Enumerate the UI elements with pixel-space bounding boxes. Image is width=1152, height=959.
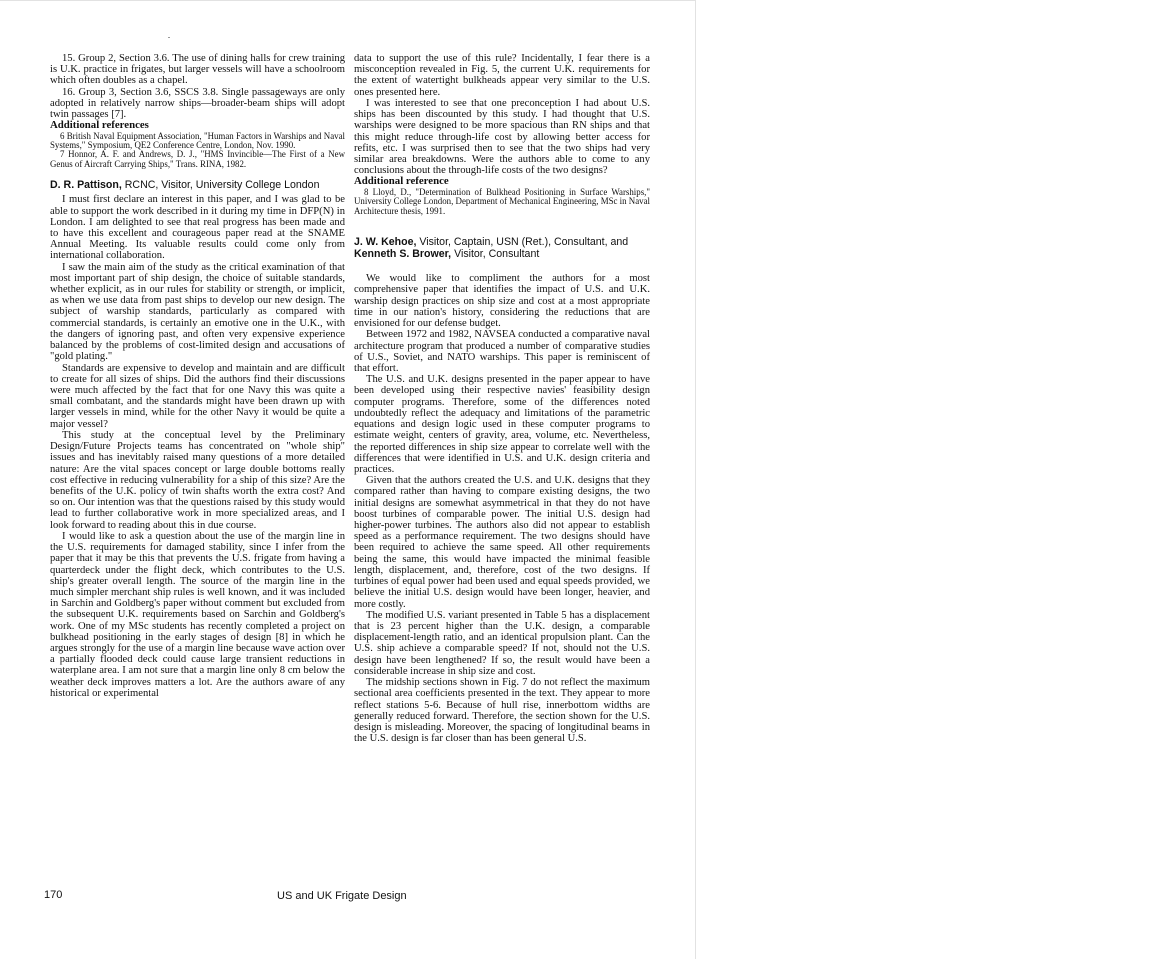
scan-mark (168, 37, 170, 38)
spacer (354, 263, 650, 273)
discusser-name: J. W. Kehoe, (354, 235, 417, 248)
paragraph: Given that the authors created the U.S. and U.K. designs that they compared rather than having to compare existing designs, the two initial designs are somewhat asymmetrical in that they do not have boost turbines of comparable power. The initial U.S. design had higher-power turbines. The authors also did not appear to establish speed as a performance requirement. The two designs should have been required to achieve the same speed. All other requirements being the same, this would have impacted the minimal feasible length, displacement, and, therefore, cost of the two designs. If turbines of equal power had been used and equal speeds provided, we believe the initial U.S. design would have been longer, heavier, and more costly. (354, 475, 650, 610)
discusser-heading (50, 179, 345, 191)
paragraph: I would like to ask a question about the use of the margin line in the U.S. requirements for damaged stability, since I infer from the paper that it may be this that prevents the U.S. frigate from having a quarterdeck under the flight deck, which contributes to the U.S. ship's greater overall length. The source of the margin line in the much simpler merchant ship rules is well known, and it was included in Sarchin and Goldberg's paper without comment but excluded from the subsequent U.K. requirements based on Sarchin and Goldberg's work. One of my MSc students has recently completed a project on bulkhead positioning in the early stages of design [8] in which he argues strongly for the use of a margin line because wave action over a partially flooded deck could cause large transient reductions in waterplane area. I am not sure that a margin line only 8 cm below the weather deck improves matters a lot. Are the authors aware of any historical or experimental (50, 530, 345, 699)
paragraph: The U.S. and U.K. designs presented in the paper appear to have been developed using their respective navies' feasibility design computer programs. Therefore, some of the differences noted undoubtedly reflect the adequacy and limitations of the parametric equations and design logic used in these computer programs to estimate weight, centers of gravity, area, volume, etc. Nevertheless, the reported differences in ship size appear to correlate well with the differences that were identified in U.S. and U.K. design criteria and practices. (354, 374, 650, 475)
reference-list (354, 188, 650, 216)
discusser-affiliation: RCNC, Visitor, University College London (124, 179, 320, 192)
paragraph: The midship sections shown in Fig. 7 do not reflect the maximum sectional area coefficients presented in the text. They appear to more reflect stations 5-6. Because of hull rise, innerbottom widths are generally reduced forward. Therefore, the section shown for the U.S. design is misleading. Moreover, the spacing of longitudinal beams in the U.S. design is far closer than has been general U.S. (354, 677, 650, 745)
paragraph: I must first declare an interest in this paper, and I was glad to be able to support the work described in it during my time in DFP(N) in London. I am delighted to see that real progress has been made and to have this excellent and courageous paper read at the SNAME Annual Meeting. Its valuable results could come only from international collaboration. (50, 194, 345, 262)
reference-list (50, 132, 345, 169)
additional-reference-heading: Additional reference (354, 175, 449, 188)
note-16: 16. Group 3, Section 3.6, SSCS 3.8. Single passageways are only adopted in relatively narrow ships—broader-beam ships will adopt twin passages [7]. (50, 86, 345, 121)
discusser-affiliation: Visitor, Consultant (454, 248, 540, 261)
paragraph: We would like to compliment the authors for a most comprehensive paper that identifies the impact of U.S. and U.K. warship design practices on ship size and cost at a most appropriate time in our nation's history, considering the reductions that are envisioned for our defense budget. (354, 273, 650, 330)
left-column (50, 53, 345, 699)
discusser-name: D. R. Pattison, (50, 179, 122, 192)
paragraph: The modified U.S. variant presented in Table 5 has a displacement that is 23 percent higher than the U.K. design, a comparable displacement-length ratio, and an identical propulsion plant. Can the U.S. ship achieve a comparable speed? If not, should not the U.S. design have been lengthened? If so, the result would have been a considerable increase in ship size and cost. (354, 609, 650, 677)
discusser-name: Kenneth S. Brower, (354, 248, 452, 261)
discusser-affiliation: Visitor, Captain, USN (Ret.), Consultant, and (419, 235, 629, 248)
paragraph: Standards are expensive to develop and maintain and are difficult to create for all sizes of ships. Did the authors find their discussions were much affected by the fact that for one Navy this was quite a small combatant, and the standards might have been drawn up with larger vessels in mind, while for the other Navy it would be quite a major vessel? (50, 362, 345, 430)
right-column (354, 53, 650, 744)
note-15: 15. Group 2, Section 3.6. The use of dining halls for crew training is U.K. practice in frigates, but larger vessels will have a schoolroom which often doubles as a chapel. (50, 53, 345, 87)
spacer (354, 216, 650, 226)
paragraph: I was interested to see that one preconception I had about U.S. ships has been discounted by this study. I had thought that U.S. warships were designed to be more spacious than RN ships and that this might reduce through-life cost by allowing better access for refits, etc. I was surprised then to see that the two ships had very similar area breakdowns. Were the authors able to come to any conclusions about the through-life costs of the two designs? (354, 97, 650, 177)
reference-7: 7 Honnor, A. F. and Andrews, D. J., "HMS Invincible—The First of a New Genus of Aircraft Carrying Ships," Trans. RINA, 1982. (50, 149, 345, 169)
paragraph: Between 1972 and 1982, NAVSEA conducted a comparative naval architecture program that produced a number of comparative studies of U.S., Soviet, and NATO warships. This paper is reminiscent of that effort. (354, 329, 650, 374)
additional-references-heading: Additional references (50, 119, 149, 132)
reference-6: 6 British Naval Equipment Association, "Human Factors in Warships and Naval Systems," Symposium, QE2 Conference Centre, London, Nov. 1990. (50, 130, 345, 151)
paragraph: I saw the main aim of the study as the critical examination of that most important part of ship design, the choice of suitable standards, whether explicit, as in our rules for stability or strength, or implicit, as when we use data from past ships to develop our new design. The subject of warship standards, particularly as compared with commercial standards, is certainly an emotive one in the U.K., with the dangers of ignoring past, and often very expensive experience balanced by the problems of cost-limited design and accusations of "gold plating." (50, 261, 345, 363)
paragraph: This study at the conceptual level by the Preliminary Design/Future Projects teams has concentrated on "whole ship" issues and has inevitably raised many questions of a more detailed nature: Are the vital spaces concept or large double bottoms really cost effective in reducing vulnerability for a ship of this size? Are the benefits of the U.K. policy of twin shafts worth the extra cost? And so on. Our intention was that the questions raised by this study would lead to further collaborative work in more specialized areas, and I look forward to reading about this in due course. (50, 429, 345, 531)
reference-8: 8 Lloyd, D., "Determination of Bulkhead Positioning in Surface Warships," University College London, Department of Mechanical Engineering, MSc in Naval Architecture thesis, 1991. (354, 186, 650, 216)
page-number: 170 (44, 889, 63, 901)
discussers-heading (354, 236, 650, 260)
running-title: US and UK Frigate Design (277, 890, 407, 902)
paragraph: data to support the use of this rule? Incidentally, I fear there is a misconception revealed in Fig. 5, the current U.K. requirements for the extent of watertight bulkheads appear very similar to the U.S. ones presented here. (354, 53, 650, 98)
